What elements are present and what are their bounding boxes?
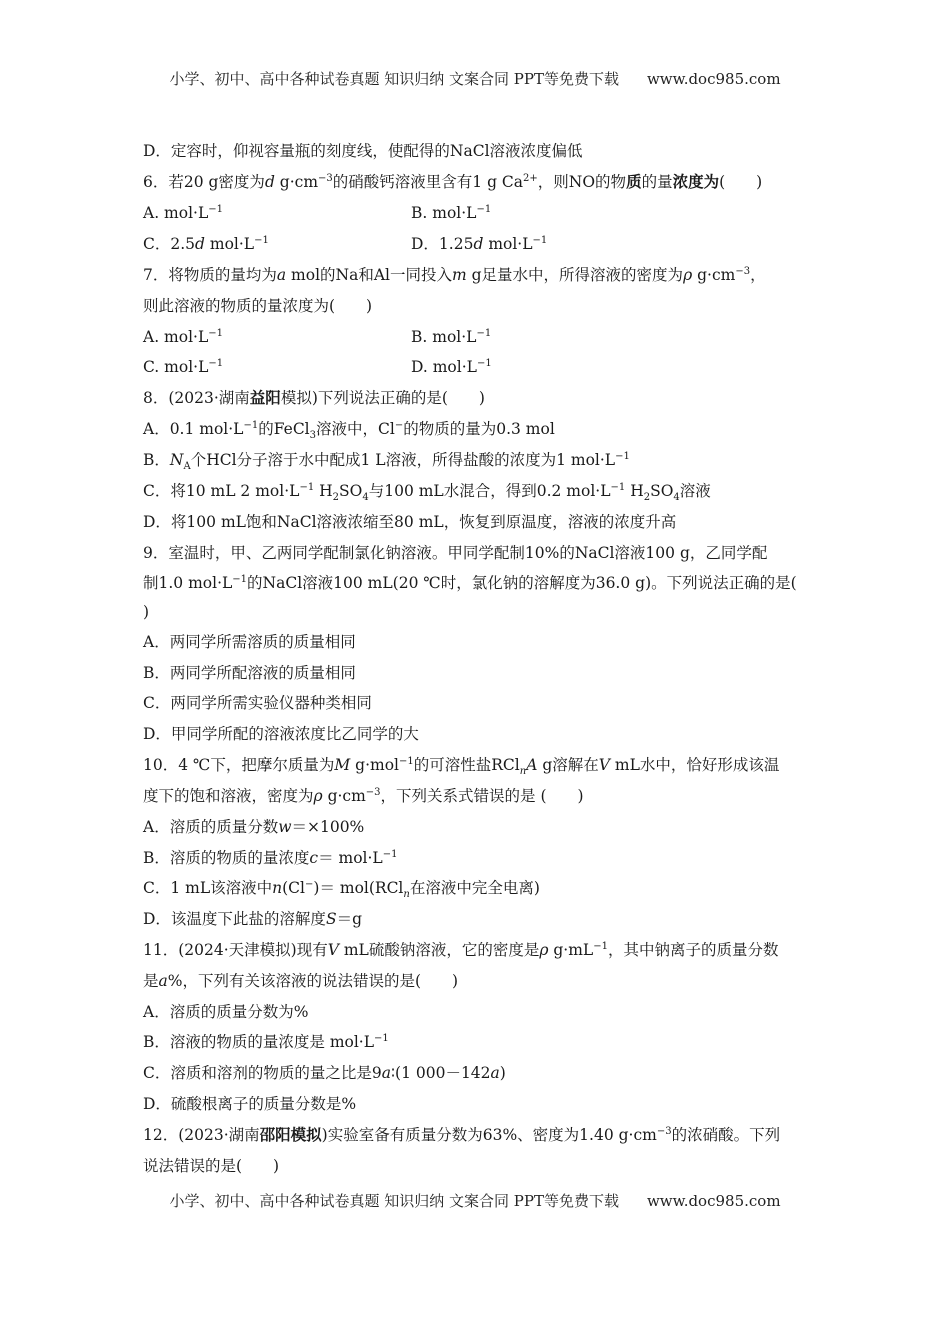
- q7-option-d: D. $mol\cdot L^{-1}$: [411, 357, 492, 376]
- q7-option-b: B. $mol\cdot L^{-1}$: [411, 327, 492, 346]
- q10-option-c: C．1 mL该溶液中n(Cl−)＝ mol(RCl$_n$在溶液中完全电离): [143, 878, 540, 901]
- q9-option-b: B．两同学所配溶液的质量相同: [143, 664, 356, 682]
- q12-stem-line2: 说法错误的是( ): [143, 1157, 280, 1175]
- q9-stem-line1: 9．室温时，甲、乙两同学配制氯化钠溶液。甲同学配制10%的NaCl溶液100 g，乙同学配: [143, 544, 768, 562]
- header-text: 小学、初中、高中各种试卷真题 知识归纳 文案合同 PPT等免费下载: [169, 70, 619, 88]
- q5-option-d: D．定容时，仰视容量瓶的刻度线，使配得的NaCl溶液浓度偏低: [143, 142, 583, 160]
- q10-stem-line1: 10．4 ℃下，把摩尔质量为M g·mol$^{-1}$的可溶性盐RCl$_n$A g溶解在V mL水中，恰好形成该温: [143, 755, 780, 778]
- q10-stem-line2: 度下的饱和溶液，密度为ρ $g\cdot cm^{-3}$，下列关系式错误的是 ( ): [143, 786, 584, 805]
- q7-stem-line1: 7．将物质的量均为a mol的Na和Al一同投入m g足量水中，所得溶液的密度为ρ $g\cdot cm^{-3}$，: [143, 265, 766, 284]
- q6-stem: 6．若20 g密度为d $g\cdot cm^{-3}$的硝酸钙溶液里含有1 g $Ca^{2+}$，则NO的物质的量浓度为( ): [143, 172, 763, 191]
- q9-option-d: D．甲同学所配的溶液浓度比乙同学的大: [143, 725, 419, 743]
- q11-stem-line2: 是a%，下列有关该溶液的说法错误的是( ): [143, 972, 459, 990]
- q6-option-a: A. $mol\cdot L^{-1}$: [143, 203, 224, 222]
- q8-stem: 8．(2023·湖南益阳模拟)下列说法正确的是( ): [143, 388, 485, 407]
- q8-option-c: C．将10 mL 2 $mol\cdot L^{-1}$ $H_2SO_4$与100 mL水混合，得到0.2 $mol\cdot L^{-1}$ $H_2SO_4$溶液: [143, 481, 711, 504]
- footer-text: 小学、初中、高中各种试卷真题 知识归纳 文案合同 PPT等免费下载: [169, 1192, 619, 1210]
- q7-option-a: A. $mol\cdot L^{-1}$: [143, 327, 224, 346]
- q8-option-b: B．$N_A$个HCl分子溶于水中配成1 L溶液，所得盐酸的浓度为1 $mol\cdot L^{-1}$: [143, 450, 630, 473]
- q7-option-c: C. $mol\cdot L^{-1}$: [143, 357, 224, 376]
- q6-option-c: C．2.5d $mol\cdot L^{-1}$: [143, 234, 269, 253]
- q11-option-a: A．溶质的质量分数为%: [143, 1003, 309, 1021]
- q6-option-b: B. $mol\cdot L^{-1}$: [411, 203, 492, 222]
- q10-option-b: B．溶质的物质的量浓度$c= mol\cdot L^{-1}$: [143, 848, 398, 867]
- q10-option-a: A．溶质的质量分数w＝×100%: [143, 818, 365, 836]
- q11-stem-line1: 11．(2024·天津模拟)现有V mL硫酸钠溶液，它的密度是ρ $g\cdot mL^{-1}$，其中钠离子的质量分数: [143, 940, 779, 959]
- q11-option-c: C．溶质和溶剂的物质的量之比是9a∶(1 000－142a): [143, 1064, 506, 1082]
- q11-option-d: D．硫酸根离子的质量分数是%: [143, 1095, 357, 1113]
- page-footer: [0, 1190, 950, 1211]
- q7-stem-line2: 则此溶液的物质的量浓度为( ): [143, 297, 373, 315]
- q9-stem-line3: ): [143, 603, 150, 621]
- q6-option-d: D．1.25d $mol\cdot L^{-1}$: [411, 234, 548, 253]
- q8-option-a: A．0.1 $mol\cdot L^{-1}$的FeCl$_3$溶液中，Cl−的物质的量为0.3 mol: [143, 419, 555, 442]
- q11-option-b: B．溶液的物质的量浓度是 $mol\cdot L^{-1}$: [143, 1032, 389, 1051]
- q10-option-d: D．该温度下此盐的溶解度S＝g: [143, 910, 362, 928]
- q12-stem-line1: 12．(2023·湖南邵阳模拟)实验室备有质量分数为63%、密度为1.40 $g\cdot cm^{-3}$的浓硝酸。下列: [143, 1125, 781, 1144]
- q9-stem-line2: 制1.0 $mol\cdot L^{-1}$的NaCl溶液100 mL(20 ℃时，氯化钠的溶解度为36.0 g)。下列说法正确的是(: [143, 573, 797, 592]
- header-site: www.doc985.com: [646, 70, 781, 88]
- q9-option-c: C．两同学所需实验仪器种类相同: [143, 694, 372, 712]
- page-header: [0, 68, 950, 89]
- q9-option-a: A．两同学所需溶质的质量相同: [143, 633, 356, 651]
- q8-option-d: D．将100 mL饱和NaCl溶液浓缩至80 mL，恢复到原温度，溶液的浓度升高: [143, 513, 677, 531]
- footer-site: www.doc985.com: [646, 1192, 781, 1210]
